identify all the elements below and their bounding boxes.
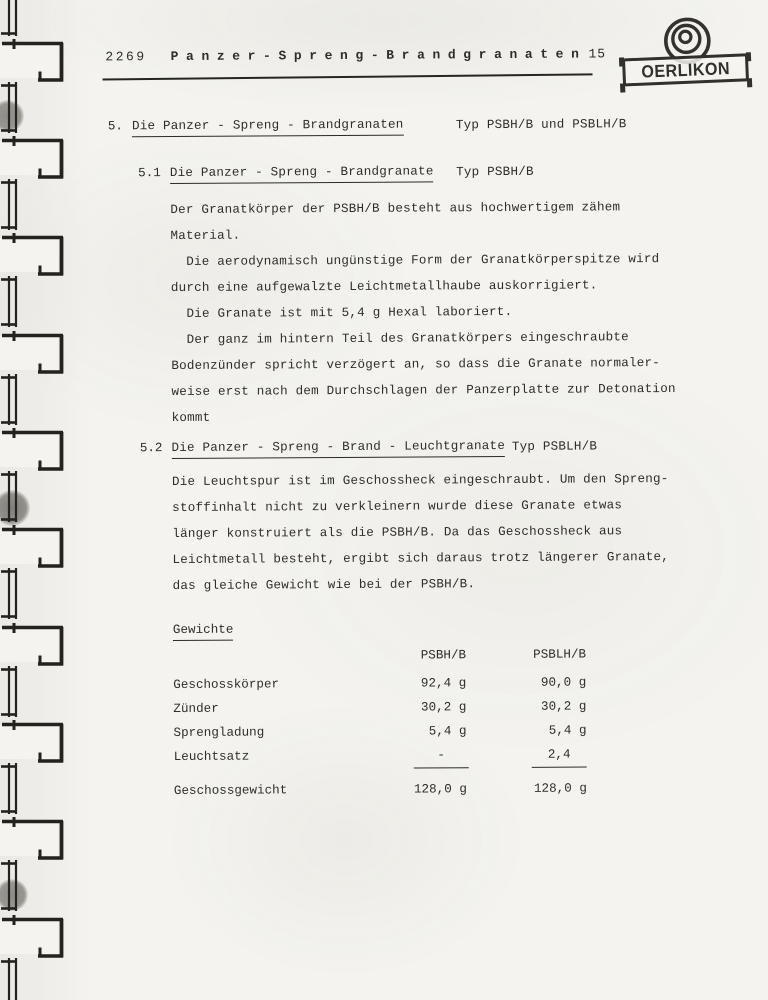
oerlikon-logo [619,9,760,96]
section-5-title: Die Panzer - Spreng - Brandgranaten [132,118,404,138]
body-line: durch eine aufgewalzte Leichtmetallhaube auskorrigiert. [170,278,598,296]
section-5-1-number: 5.1 [138,166,161,181]
body-line: Bodenzünder spricht verzögert an, so dass die Granate normaler- [171,356,661,374]
weights-column-psbh: PSBH/B [420,648,467,663]
body-line: kommt [171,410,211,426]
weights-row-label: Zünder [173,701,219,717]
weights-value: 92,4 g [420,676,467,691]
section-5-2-type-label: Typ PSBLH/B [511,439,598,454]
body-line: Material. [170,228,241,244]
body-line: Die aerodynamisch ungünstige Form der Granatkörperspitze wird [170,252,660,270]
body-line: das gleiche Gewicht wie bei der PSBH/B. [172,577,476,594]
weights-value: 128,0 g [533,781,587,796]
oerlikon-banner-label: OERLIKON [640,57,731,82]
document-number: 2269 [105,49,147,65]
section-5-heading [108,118,404,138]
page-header [105,46,606,64]
weights-value: 5,4 g [428,724,467,739]
body-line: stoffinhalt nicht zu verkleinern wurde diese Granate etwas [172,498,623,516]
section-5-2-body [172,466,669,599]
section-5-number: 5. [107,119,124,134]
weights-value: 5,4 g [548,723,587,738]
section-5-2-title: Die Panzer - Spreng - Brand - Leuchtgranate [171,439,505,459]
weights-heading: Gewichte [173,623,234,641]
weights-column-psblh: PSBLH/B [533,647,587,662]
weights-row-label: Sprengladung [173,725,265,741]
weights-value [467,742,587,768]
weights-value: 90,0 g [540,675,587,690]
section-5-1-type-label: Typ PSBH/B [456,164,534,180]
weights-row-label: Geschossgewicht [173,783,288,799]
header-rule [103,73,593,80]
section-5-2-number: 5.2 [139,441,163,456]
section-5-type-label: Typ PSBH/B und PSBLH/B [455,117,627,133]
weights-value: 128,0 g [413,782,467,797]
body-line: weise erst nach dem Durchschlagen der Panzerplatte zur Detonation [171,381,676,400]
weights-row-label: Geschosskörper [173,677,280,693]
body-line: länger konstruiert als die PSBH/B. Da das Geschossheck aus [172,524,623,542]
body-line: Die Leuchtspur ist im Geschossheck eingeschraubt. Um den Spreng- [171,471,669,490]
oerlikon-banner [622,53,749,86]
weights-value: 30,2 g [420,700,467,715]
body-line: Die Granate ist mit 5,4 g Hexal laboriert. [170,304,513,322]
comb-binding [0,0,80,1000]
section-5-1-title: Die Panzer - Spreng - Brandgranate [170,164,434,184]
weights-row-label: Leuchtsatz [173,749,250,765]
section-5-2-heading [140,439,505,459]
weights-value: 30,2 g [540,699,587,714]
header-title: Panzer-Spreng-Brandgranaten [170,46,587,65]
section-5-1-heading [138,164,434,184]
sum-rule: 2,4 [532,745,587,767]
body-line: Der Granatkörper der PSBH/B besteht aus hochwertigem zähem [170,200,621,218]
sum-rule: - [414,746,469,768]
weights-spacer [173,644,413,673]
weights-table [173,643,587,804]
page-number: 15 [588,46,607,62]
weights-value [414,743,467,768]
body-line: Leichtmetall besteht, ergibt sich daraus trotz längerer Granate, [172,549,670,568]
section-5-1-body [170,194,676,431]
body-line: Der ganz im hintern Teil des Granatkörpers eingeschraubte [171,330,629,348]
